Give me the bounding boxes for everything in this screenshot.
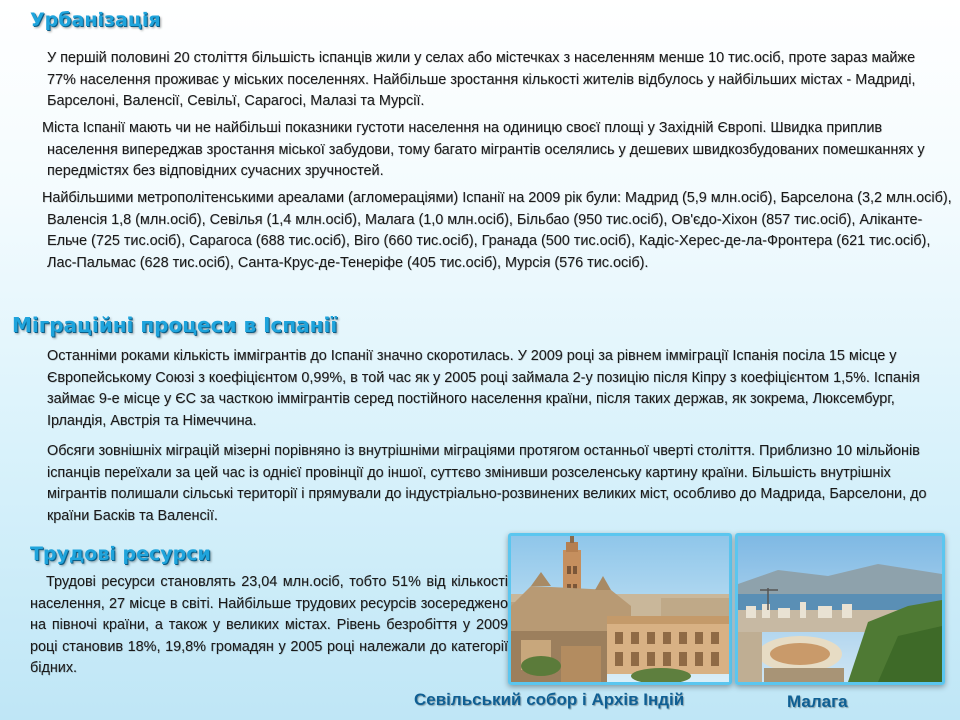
- migration-paragraph-2: Обсяги зовнішніх міграцій мізерні порівняно із внутрішніми міграціями протягом останньої чверті століття. Приблизно 10 мільйонів іспанців переїхали за цей час із однієї провінції до іншої, суттєво змінивши розселенську картину країни. Більшість внутрішніх мігрантів полишали сільські території і прямували до індустріально-розвинених великих міст, особливо до Мадрида, Барселони, до країни Басків та Валенсії.: [47, 443, 927, 524]
- heading-migration: Міграційні процеси в Іспанії: [12, 313, 338, 337]
- heading-labor-resources: Трудові ресурси: [30, 543, 211, 565]
- migration-paragraph-1: Останніми роками кількість іммігрантів до Іспанії значно скоротилась. У 2009 році за рівнем імміграції Іспанія посіла 15 місце у Європейському Союзі з коефіцієнтом 0,99%, в той час як у 2005 році займала 2-у позицію після Кіпру з коефіцієнтом 1,5%. Іспанія займає 9-е місце у ЄС за часткою іммігрантів серед постійного населення країни, після таких держав, як зокрема, Люксембург, Ірландія, Австрія та Німеччина.: [47, 348, 920, 429]
- seville-cathedral-illustration: [511, 536, 729, 682]
- urbanization-paragraph-1: У першій половині 20 століття більшість іспанців жили у селах або містечках з населенням менше 10 тис.осіб, проте зараз майже 77% населення проживає у міських поселеннях. Найбільше зростання кількості жителів відбулось у найбільших містах - Мадриді, Барселоні, Валенсії, Севільї, Сарагосі, Малазі та Мурсії.: [47, 50, 916, 109]
- urbanization-paragraph-2: Міста Іспанії мають чи не найбільші показники густоти населення на одиницю своєї площі у Західній Європі. Швидка приплив населення випереджав зростання міської забудови, тому багато мігрантів оселялись у дешевих швидкозбудованих помешканнях у передмістях без відповідних сучасних зручностей.: [42, 120, 925, 179]
- heading-urbanization: Урбанізація: [30, 9, 161, 31]
- labor-paragraph: Трудові ресурси становлять 23,04 млн.осіб, тобто 51% від кількості населення, 27 місце в світі. Найбільше трудових ресурсів зосереджено на півночі країни, а також у великих містах. Рівень безробіття у 2009 році становив 18%, 19,8% громадян у 2005 році належали до категорії бідних.: [30, 574, 508, 676]
- caption-seville-cathedral: Севільський собор і Архів Індій: [414, 690, 685, 709]
- urbanization-paragraph-3: Найбільшими метрополітенськими ареалами (агломераціями) Іспанії на 2009 рік були: Мадрид (5,9 млн.осіб), Барселона (3,2 млн.осіб), Валенсія 1,8 (млн.осіб), Севілья (1,4 млн.осіб), Малага (1,0 млн.осіб), Більбао (950 тис.осіб), Ов'єдо-Хіхон (857 тис.осіб), Аліканте-Ельче (725 тис.осіб), Сарагоса (688 тис.осіб), Віго (660 тис.осіб), Гранада (500 тис.осіб), Кадіс-Херес-де-ла-Фронтера (621 тис.осіб), Лас-Пальмас (628 тис.осіб), Санта-Крус-де-Тенеріфе (405 тис.осіб), Мурсія (576 тис.осіб).: [42, 190, 952, 271]
- malaga-harbor-photo: [735, 533, 945, 685]
- malaga-harbor-illustration: [738, 536, 942, 682]
- seville-cathedral-photo: [508, 533, 732, 685]
- caption-malaga: Малага: [787, 692, 848, 711]
